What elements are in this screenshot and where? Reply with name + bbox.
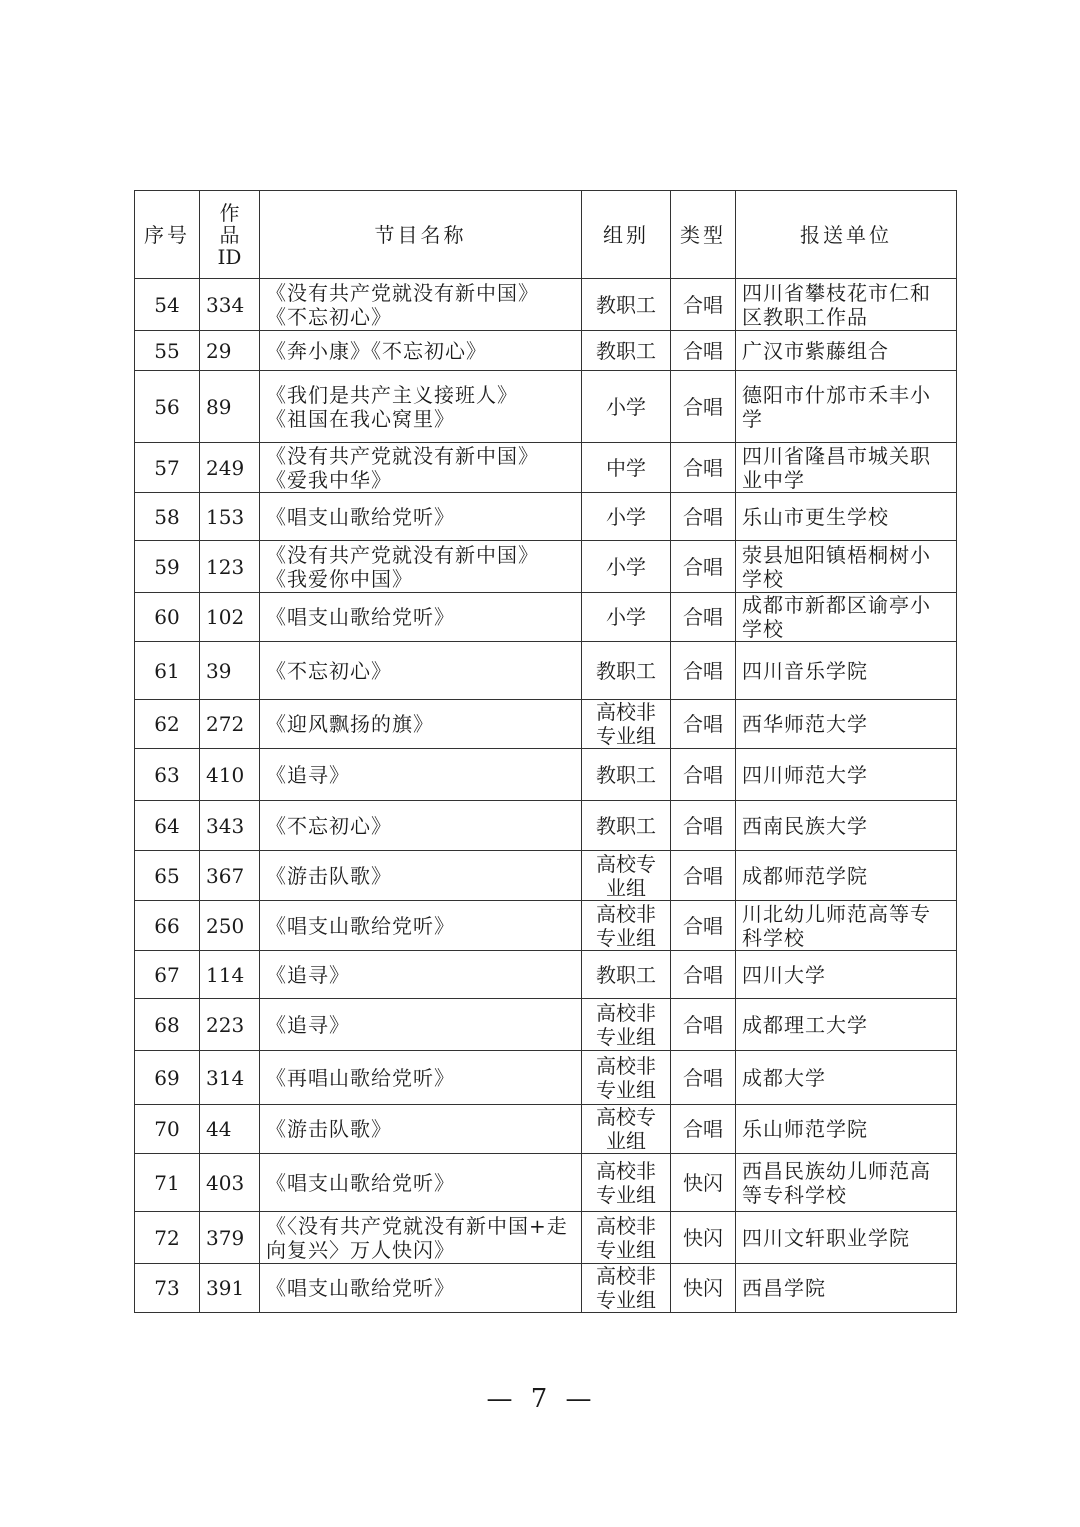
cell-id: 114 [200, 951, 260, 999]
footer-dash-left: — [486, 1384, 515, 1414]
cell-seq: 66 [135, 901, 200, 951]
cell-id: 391 [200, 1264, 260, 1313]
footer-dash-right: — [565, 1384, 594, 1414]
cell-group: 高校专业组 [582, 1105, 671, 1154]
table-body [135, 279, 957, 1313]
cell-type: 合唱 [671, 331, 736, 371]
cell-id: 379 [200, 1212, 260, 1264]
cell-unit: 四川省隆昌市城关职业中学 [736, 443, 957, 493]
cell-name: 《没有共产党就没有新中国》 《不忘初心》 [260, 279, 582, 331]
cell-id: 403 [200, 1154, 260, 1212]
cell-name: 《没有共产党就没有新中国》 《爱我中华》 [260, 443, 582, 493]
cell-type: 合唱 [671, 1105, 736, 1154]
cell-group: 教职工 [582, 951, 671, 999]
cell-id: 123 [200, 541, 260, 593]
cell-id: 39 [200, 642, 260, 700]
cell-name: 《唱支山歌给党听》 [260, 1264, 582, 1313]
cell-seq: 72 [135, 1212, 200, 1264]
cell-name: 《追寻》 [260, 999, 582, 1051]
table-row [135, 951, 957, 999]
cell-seq: 73 [135, 1264, 200, 1313]
cell-seq: 67 [135, 951, 200, 999]
header-id-line1: 作 [219, 200, 240, 225]
cell-name: 《〈没有共产党就没有新中国+走向复兴〉万人快闪》 [260, 1212, 582, 1264]
cell-name: 《唱支山歌给党听》 [260, 901, 582, 951]
cell-name: 《奔小康》《不忘初心》 [260, 331, 582, 371]
cell-type: 合唱 [671, 593, 736, 642]
cell-unit: 川北幼儿师范高等专科学校 [736, 901, 957, 951]
table-row [135, 1105, 957, 1154]
cell-id: 250 [200, 901, 260, 951]
cell-name: 《唱支山歌给党听》 [260, 493, 582, 541]
cell-seq: 68 [135, 999, 200, 1051]
cell-group: 小学 [582, 371, 671, 443]
cell-group: 教职工 [582, 642, 671, 700]
cell-group: 教职工 [582, 279, 671, 331]
table-row [135, 1154, 957, 1212]
cell-name: 《不忘初心》 [260, 801, 582, 851]
cell-unit: 成都师范学院 [736, 851, 957, 901]
cell-seq: 57 [135, 443, 200, 493]
cell-type: 合唱 [671, 1051, 736, 1105]
cell-type: 合唱 [671, 443, 736, 493]
header-row [135, 191, 957, 279]
header-unit: 报送单位 [736, 191, 957, 279]
cell-group: 小学 [582, 493, 671, 541]
cell-id: 29 [200, 331, 260, 371]
cell-name: 《迎风飘扬的旗》 [260, 700, 582, 749]
cell-group: 小学 [582, 593, 671, 642]
table-row [135, 999, 957, 1051]
cell-group: 高校非专业组 [582, 901, 671, 951]
cell-type: 合唱 [671, 700, 736, 749]
cell-seq: 64 [135, 801, 200, 851]
cell-group: 高校非专业组 [582, 1154, 671, 1212]
cell-group: 高校非专业组 [582, 1212, 671, 1264]
cell-seq: 71 [135, 1154, 200, 1212]
cell-type: 合唱 [671, 999, 736, 1051]
cell-id: 102 [200, 593, 260, 642]
cell-name: 《没有共产党就没有新中国》 《我爱你中国》 [260, 541, 582, 593]
cell-unit: 德阳市什邡市禾丰小学 [736, 371, 957, 443]
cell-type: 合唱 [671, 851, 736, 901]
program-table [134, 190, 957, 1313]
cell-unit: 西昌民族幼儿师范高等专科学校 [736, 1154, 957, 1212]
table-row [135, 901, 957, 951]
cell-id: 223 [200, 999, 260, 1051]
cell-name: 《唱支山歌给党听》 [260, 593, 582, 642]
header-group: 组别 [582, 191, 671, 279]
cell-unit: 广汉市紫藤组合 [736, 331, 957, 371]
table-row [135, 371, 957, 443]
table-row [135, 851, 957, 901]
cell-name: 《不忘初心》 [260, 642, 582, 700]
cell-group: 教职工 [582, 749, 671, 801]
cell-type: 快闪 [671, 1154, 736, 1212]
cell-unit: 四川师范大学 [736, 749, 957, 801]
cell-id: 249 [200, 443, 260, 493]
cell-name: 《追寻》 [260, 951, 582, 999]
cell-type: 合唱 [671, 642, 736, 700]
cell-type: 合唱 [671, 279, 736, 331]
cell-name: 《再唱山歌给党听》 [260, 1051, 582, 1105]
cell-unit: 荥县旭阳镇梧桐树小学校 [736, 541, 957, 593]
cell-type: 合唱 [671, 541, 736, 593]
table-row [135, 1212, 957, 1264]
page-footer [0, 1384, 1080, 1414]
cell-seq: 56 [135, 371, 200, 443]
cell-id: 272 [200, 700, 260, 749]
cell-unit: 西昌学院 [736, 1264, 957, 1313]
cell-seq: 65 [135, 851, 200, 901]
cell-unit: 乐山师范学院 [736, 1105, 957, 1154]
cell-type: 合唱 [671, 801, 736, 851]
cell-unit: 四川省攀枝花市仁和区教职工作品 [736, 279, 957, 331]
cell-seq: 62 [135, 700, 200, 749]
cell-id: 334 [200, 279, 260, 331]
table-row [135, 642, 957, 700]
header-id-line2: 品 [219, 222, 240, 247]
cell-type: 合唱 [671, 493, 736, 541]
cell-seq: 69 [135, 1051, 200, 1105]
cell-unit: 成都市新都区谕亭小学校 [736, 593, 957, 642]
cell-id: 89 [200, 371, 260, 443]
table-row [135, 493, 957, 541]
cell-id: 367 [200, 851, 260, 901]
cell-seq: 55 [135, 331, 200, 371]
table-row [135, 801, 957, 851]
cell-seq: 70 [135, 1105, 200, 1154]
header-type: 类型 [671, 191, 736, 279]
cell-group: 高校非专业组 [582, 1051, 671, 1105]
table-row [135, 331, 957, 371]
cell-id: 314 [200, 1051, 260, 1105]
cell-type: 快闪 [671, 1212, 736, 1264]
cell-name: 《唱支山歌给党听》 [260, 1154, 582, 1212]
cell-group: 中学 [582, 443, 671, 493]
table-row [135, 1051, 957, 1105]
cell-id: 44 [200, 1105, 260, 1154]
header-id [200, 191, 260, 279]
cell-unit: 成都大学 [736, 1051, 957, 1105]
table-row [135, 700, 957, 749]
cell-unit: 四川音乐学院 [736, 642, 957, 700]
cell-type: 合唱 [671, 951, 736, 999]
cell-unit: 西华师范大学 [736, 700, 957, 749]
cell-type: 合唱 [671, 371, 736, 443]
cell-group: 教职工 [582, 801, 671, 851]
header-name: 节目名称 [260, 191, 582, 279]
page-number: 7 [530, 1384, 550, 1414]
cell-seq: 60 [135, 593, 200, 642]
cell-type: 合唱 [671, 901, 736, 951]
cell-id: 410 [200, 749, 260, 801]
cell-name: 《游击队歌》 [260, 851, 582, 901]
cell-unit: 乐山市更生学校 [736, 493, 957, 541]
table-row [135, 541, 957, 593]
cell-group: 小学 [582, 541, 671, 593]
cell-unit: 四川文轩职业学院 [736, 1212, 957, 1264]
cell-unit: 成都理工大学 [736, 999, 957, 1051]
cell-id: 153 [200, 493, 260, 541]
cell-group: 高校非专业组 [582, 700, 671, 749]
cell-group: 教职工 [582, 331, 671, 371]
header-id-line3: ID [217, 244, 242, 269]
table-row [135, 593, 957, 642]
table-row [135, 443, 957, 493]
table-row [135, 1264, 957, 1313]
cell-seq: 58 [135, 493, 200, 541]
cell-name: 《追寻》 [260, 749, 582, 801]
header-seq: 序号 [135, 191, 200, 279]
cell-type: 快闪 [671, 1264, 736, 1313]
cell-seq: 61 [135, 642, 200, 700]
cell-unit: 四川大学 [736, 951, 957, 999]
cell-unit: 西南民族大学 [736, 801, 957, 851]
cell-name: 《游击队歌》 [260, 1105, 582, 1154]
cell-group: 高校非专业组 [582, 999, 671, 1051]
cell-seq: 54 [135, 279, 200, 331]
cell-group: 高校非专业组 [582, 1264, 671, 1313]
cell-seq: 63 [135, 749, 200, 801]
table-row [135, 749, 957, 801]
cell-type: 合唱 [671, 749, 736, 801]
cell-group: 高校专业组 [582, 851, 671, 901]
cell-id: 343 [200, 801, 260, 851]
table-row [135, 279, 957, 331]
cell-name: 《我们是共产主义接班人》 《祖国在我心窝里》 [260, 371, 582, 443]
cell-seq: 59 [135, 541, 200, 593]
